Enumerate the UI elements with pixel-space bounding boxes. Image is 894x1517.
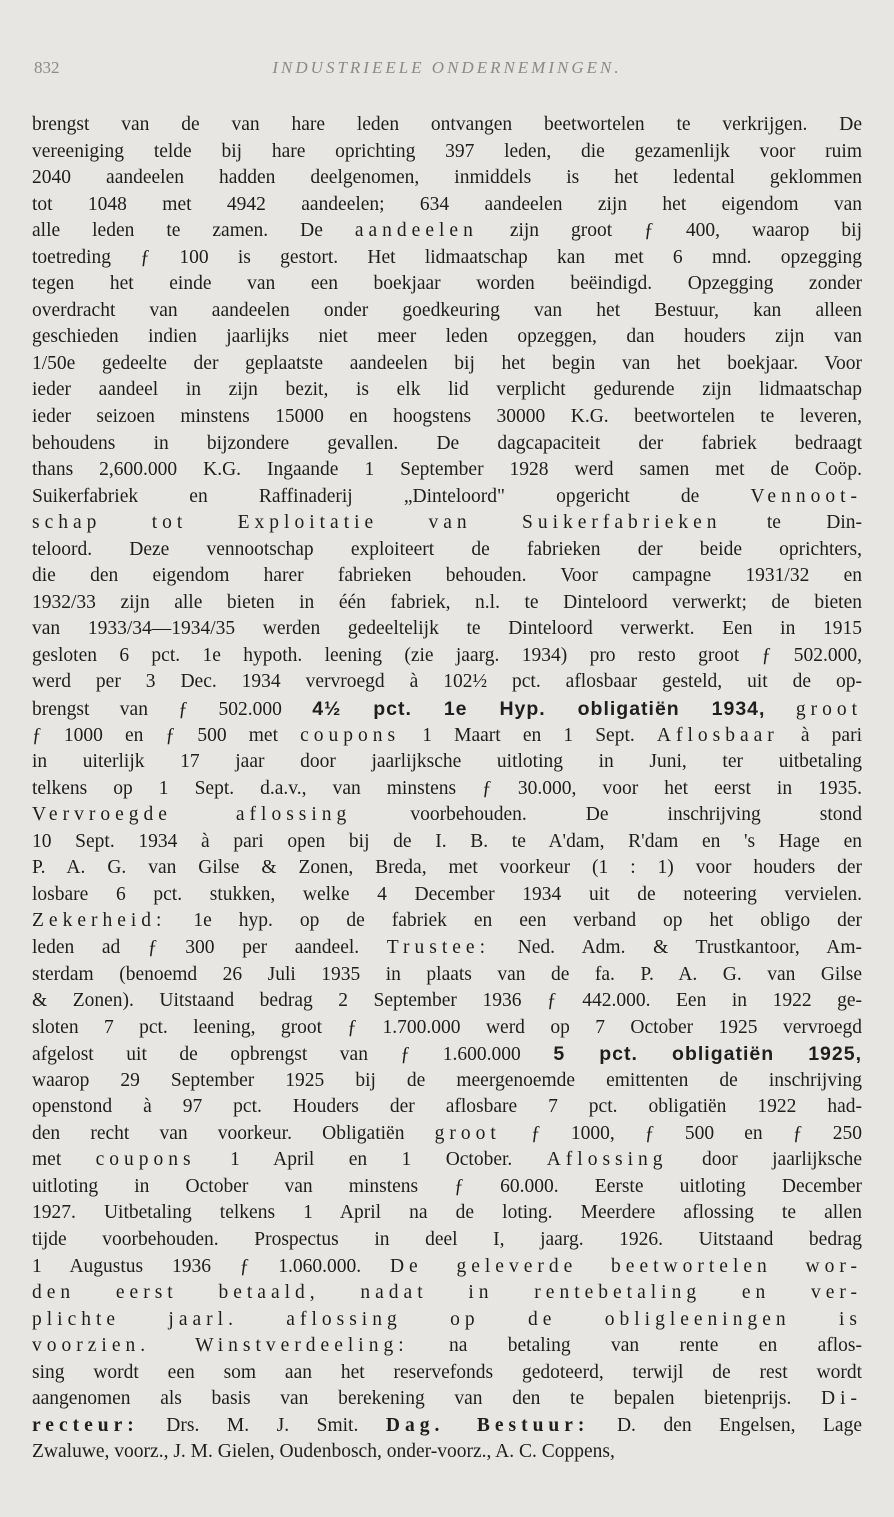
text-line [32, 1200, 862, 1227]
text-segment: Drs. M. J. Smit. [138, 1414, 386, 1436]
text-segment: ieder seizoen minstens 15000 en hoogstens 30000 K.G. beetwortelen te leveren, [32, 406, 862, 428]
text-line [32, 377, 862, 404]
page-number: 832 [34, 58, 60, 77]
text-segment: à pari [778, 724, 862, 746]
text-line [32, 112, 862, 139]
text-line [32, 324, 862, 351]
text-segment: behoudens in bijzondere gevallen. De dagcapaciteit der fabriek bedraagt [32, 432, 862, 454]
emphasized-text: voorzien. Winstverdeeling: [32, 1335, 409, 1357]
text-segment: Suikerfabriek en Raffinaderij „Dinteloord" opgericht de [32, 485, 751, 507]
text-segment: sterdam (benoemd 26 Juli 1935 in plaats van de fa. P. A. G. van Gilse [32, 963, 862, 985]
text-segment: gesloten 6 pct. 1e hypoth. leening (zie jaarg. 1934) pro resto groot ƒ 502.000, [32, 644, 862, 666]
text-segment: ƒ 1000, ƒ 500 en ƒ 250 [500, 1122, 862, 1144]
text-line [32, 1174, 862, 1201]
text-segment: 1 April en 1 October. [195, 1149, 547, 1171]
text-line [32, 643, 862, 670]
text-segment: 1 Augustus 1936 ƒ 1.060.000. [32, 1255, 390, 1277]
text-line [32, 484, 862, 511]
text-segment: werd per 3 Dec. 1934 vervroegd à 102½ pct. aflosbaar gesteld, uit de op- [32, 671, 862, 693]
text-segment: sloten 7 pct. leening, groot ƒ 1.700.000 werd op 7 October 1925 vervroegd [32, 1016, 862, 1038]
text-segment: ƒ 1000 en ƒ 500 met [32, 724, 301, 746]
text-segment: alle leden te zamen. De [32, 220, 355, 242]
emphasized-text: Vennoot- [750, 485, 862, 507]
text-segment: telkens op 1 Sept. d.a.v., van minstens ƒ 30.000, voor het eerst in 1935. [32, 777, 862, 799]
text-line [32, 802, 862, 829]
text-segment: & Zonen). Uitstaand bedrag 2 September 1936 ƒ 442.000. Een in 1922 ge- [32, 990, 862, 1012]
text-segment: geschieden indien jaarlijks niet meer leden opzeggen, dan houders zijn van [32, 326, 862, 348]
text-segment: thans 2,600.000 K.G. Ingaande 1 September 1928 werd samen met de Coöp. [32, 459, 862, 481]
text-segment: 1e hyp. op de fabriek en een verband op het obligo der [166, 910, 862, 932]
text-line [32, 1121, 862, 1148]
text-segment: toetreding ƒ 100 is gestort. Het lidmaatschap kan met 6 mnd. opzegging [32, 246, 862, 268]
text-segment: door jaarlijksche [667, 1149, 862, 1171]
text-segment: te Din- [721, 512, 862, 534]
body-text [32, 112, 862, 1466]
text-segment: overdracht van aandeelen onder goedkeuring van het Bestuur, kan alleen [32, 299, 862, 321]
emphasized-text: groot [434, 1122, 501, 1144]
text-line [32, 988, 862, 1015]
text-segment: losbare 6 pct. stukken, welke 4 December 1934 uit de noteering vervielen. [32, 883, 862, 905]
text-line [32, 669, 862, 696]
text-segment: voorbehouden. De inschrijving stond [351, 804, 862, 826]
text-segment: brengst van de van hare leden ontvangen beetwortelen te verkrijgen. De [32, 114, 862, 135]
text-line [32, 1015, 862, 1042]
emphasized-text: 4½ pct. 1e Hyp. obligatiën 1934, [312, 698, 766, 721]
text-segment: D. den Engelsen, Lage [589, 1414, 862, 1436]
text-line [32, 1068, 862, 1095]
emphasized-text: schap tot Exploitatie van Suikerfabrieken [32, 512, 722, 534]
emphasized-text: Zekerheid: [32, 910, 167, 932]
text-line [32, 1147, 862, 1174]
text-segment: den recht van voorkeur. Obligatiën [32, 1122, 435, 1144]
text-line [32, 776, 862, 803]
running-header [34, 58, 860, 82]
emphasized-text: Dag. Bestuur: [385, 1414, 590, 1436]
text-segment: zijn groot ƒ 400, waarop bij [477, 220, 862, 242]
text-line [32, 882, 862, 909]
emphasized-text: den eerst betaald, nadat in rentebetaling en ver- [32, 1282, 862, 1304]
emphasized-text: Aflossing [546, 1149, 668, 1171]
text-segment: openstond à 97 pct. Houders der aflosbare 7 pct. obligatiën 1922 had- [32, 1096, 862, 1118]
text-line [32, 590, 862, 617]
text-segment [765, 699, 795, 720]
text-line [32, 431, 862, 458]
text-line [32, 165, 862, 192]
text-line [32, 457, 862, 484]
emphasized-text: coupons [95, 1149, 196, 1171]
text-line [32, 616, 862, 643]
text-line [32, 139, 862, 166]
text-line [32, 351, 862, 378]
text-line [32, 1227, 862, 1254]
text-segment: afgelost uit de opbrengst van ƒ 1.600.000 [32, 1044, 554, 1066]
text-line [32, 696, 862, 723]
text-line [32, 1439, 862, 1466]
text-segment: leden ad ƒ 300 per aandeel. [32, 936, 387, 958]
text-line [32, 1094, 862, 1121]
text-segment: 1 Maart en 1 Sept. [400, 724, 657, 746]
text-line [32, 1041, 862, 1068]
text-line [32, 962, 862, 989]
text-line [32, 1254, 862, 1281]
text-line [32, 908, 862, 935]
text-line [32, 1413, 862, 1440]
emphasized-text: aandeelen [354, 220, 478, 242]
text-segment: na betaling van rente en aflos- [408, 1335, 862, 1357]
text-segment: 2040 aandeelen hadden deelgenomen, inmiddels is het ledental geklommen [32, 167, 862, 189]
text-line [32, 1307, 862, 1334]
emphasized-text: recteur: [32, 1414, 139, 1436]
text-segment: 1/50e gedeelte der geplaatste aandeelen bij het begin van het boekjaar. Voor [32, 352, 862, 374]
text-line [32, 1333, 862, 1360]
emphasized-text: Vervroegde aflossing [32, 804, 352, 826]
text-segment: in uiterlijk 17 jaar door jaarlijksche uitloting in Juni, ter uitbetaling [32, 751, 862, 773]
text-line [32, 749, 862, 776]
text-segment: vereeniging telde bij hare oprichting 397 leden, die gezamenlijk voor ruim [32, 140, 862, 162]
text-segment: 1927. Uitbetaling telkens 1 April na de loting. Meerdere aflossing te allen [32, 1202, 862, 1224]
text-segment: brengst van ƒ 502.000 [32, 699, 313, 721]
emphasized-text: Di- [821, 1388, 862, 1410]
text-line [32, 935, 862, 962]
text-segment: tegen het einde van een boekjaar worden beëindigd. Opzegging zonder [32, 273, 862, 295]
text-line [32, 563, 862, 590]
text-line [32, 1280, 862, 1307]
emphasized-text: plichte jaarl. aflossing op de obligleeningen is [32, 1308, 862, 1330]
text-line [32, 271, 862, 298]
text-line [32, 537, 862, 564]
running-title: INDUSTRIEELE ONDERNEMINGEN. [272, 58, 622, 77]
emphasized-text: Trustee: [386, 936, 491, 958]
emphasized-text: De geleverde beetwortelen wor- [389, 1255, 862, 1277]
text-segment: waarop 29 September 1925 bij de meergenoemde emittenten de inschrijving [32, 1069, 862, 1091]
text-line [32, 218, 862, 245]
text-segment: die den eigendom harer fabrieken behouden. Voor campagne 1931/32 en [32, 565, 862, 587]
text-segment: aangenomen als basis van berekening van den te bepalen bietenprijs. [32, 1388, 821, 1410]
text-line [32, 1360, 862, 1387]
text-segment: tot 1048 met 4942 aandeelen; 634 aandeelen zijn het eigendom van [32, 193, 862, 215]
text-line [32, 192, 862, 219]
text-segment: tijde voorbehouden. Prospectus in deel I, jaarg. 1926. Uitstaand bedrag [32, 1228, 862, 1250]
emphasized-text: groot [795, 699, 862, 721]
text-line [32, 855, 862, 882]
text-segment: teloord. Deze vennootschap exploiteert de fabrieken der beide oprichters, [32, 538, 862, 560]
text-line [32, 1386, 862, 1413]
text-line [32, 298, 862, 325]
text-segment: ieder aandeel in zijn bezit, is elk lid verplicht gedurende zijn lidmaatschap [32, 379, 862, 401]
text-segment: met [32, 1149, 96, 1171]
text-segment: P. A. G. van Gilse & Zonen, Breda, met voorkeur (1 : 1) voor houders der [32, 857, 862, 879]
text-line [32, 510, 862, 537]
text-segment: van 1933/34—1934/35 werden gedeeltelijk te Dinteloord verwerkt. Een in 1915 [32, 618, 862, 640]
text-segment: 10 Sept. 1934 à pari open bij de I. B. te A'dam, R'dam en 's Hage en [32, 830, 862, 852]
text-segment: Zwaluwe, voorz., J. M. Gielen, Oudenbosch, onder-voorz., A. C. Coppens, [32, 1441, 615, 1463]
text-line [32, 404, 862, 431]
emphasized-text: Aflosbaar [656, 724, 779, 746]
text-segment: Ned. Adm. & Trustkantoor, Am- [490, 936, 862, 958]
text-line [32, 829, 862, 856]
text-segment: 1932/33 zijn alle bieten in één fabriek, n.l. te Dinteloord verwerkt; de bieten [32, 591, 862, 613]
text-segment: sing wordt een som aan het reservefonds gedoteerd, terwijl de rest wordt [32, 1361, 862, 1383]
text-segment: uitloting in October van minstens ƒ 60.000. Eerste uitloting December [32, 1175, 862, 1197]
text-line [32, 723, 862, 750]
text-line [32, 245, 862, 272]
emphasized-text: 5 pct. obligatiën 1925, [553, 1043, 862, 1066]
emphasized-text: coupons [300, 724, 401, 746]
